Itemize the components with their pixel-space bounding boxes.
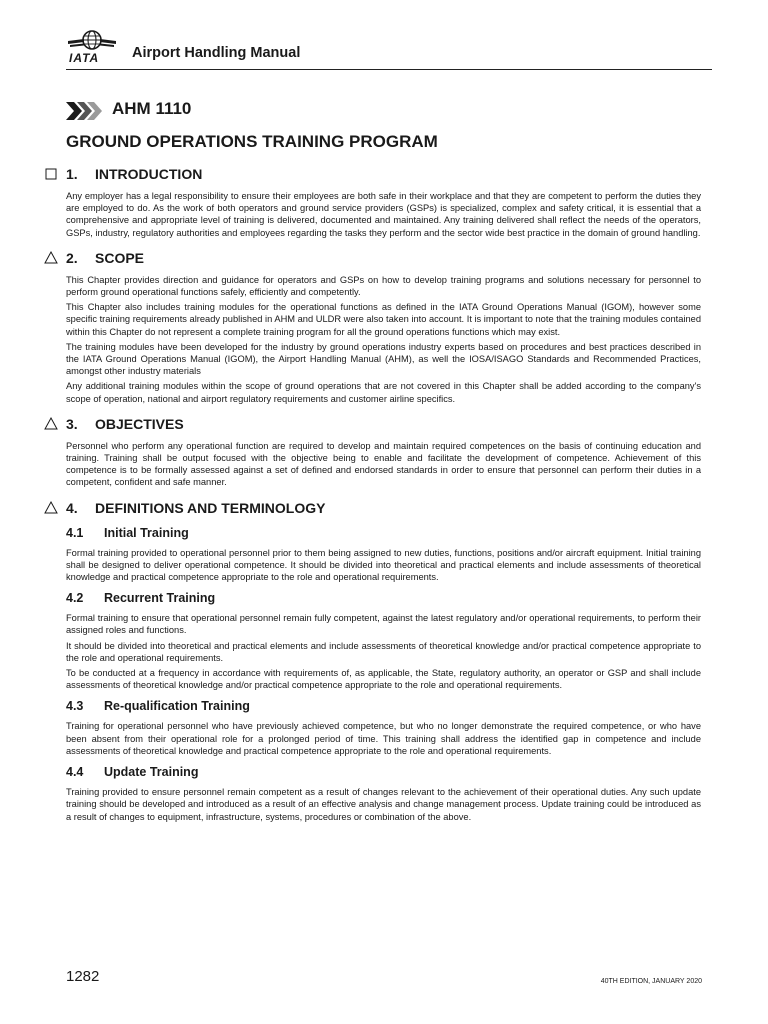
paragraph: Formal training to ensure that operational personnel remain fully competent, against the latest regulatory and/or operational requirements, to perform their assigned roles and functions. <box>66 613 701 636</box>
subsection-title: Update Training <box>104 765 199 780</box>
paragraph: Formal training provided to operational personnel prior to them being assigned to new duties, functions, positions and/or aircraft equipment. Initial training shall be designed to deliver operational competence. It should be divided into theoretical and practical elements and include assessments of theoretical knowledge and practical competence appropriate to the role and operational requirements. <box>66 547 701 583</box>
section-title: DEFINITIONS AND TERMINOLOGY <box>95 499 326 516</box>
section-number: 3. <box>66 415 78 432</box>
paragraph: Any employer has a legal responsibility to ensure their employees are both safe in their workplace and that they are competent to perform the duties they are employed to do. As the work of both operators and ground service providers (GSPs) is specialized, complex and safety critical, it is essential that a comprehensive and appropriate level of training is delivered, documented and maintained. Any training delivered shall reflect the needs of the operators, GSPs, industry, regulatory authorities and employees regarding the tasks they perform and the sector wide best practice in the domain of ground handling. <box>66 191 701 238</box>
page-number: 1282 <box>66 968 100 985</box>
paragraph: Training for operational personnel who have previously achieved competence, but who no longer demonstrate the required competence, or who have been absent from their operational role for a prolonged period of time. This training shall address the identified gap in competence and include assessments of theoretical knowledge and practical competence appropriate to the role and operational requirements. <box>66 721 701 756</box>
chapter-number: AHM 1110 <box>112 99 192 118</box>
section-title: INTRODUCTION <box>95 166 203 182</box>
edition-label: 40TH EDITION, JANUARY 2020 <box>600 978 702 985</box>
paragraph: This Chapter also includes training modules for the operational functions as defined in the IATA Ground Operations Manual (IGOM), however some specific training requirements already published in AHM and ULDR were also taken into account. It is important to note that the training modules contained within this Chapter do not represent a complete training program for all the ground operations functions which may exist. <box>66 302 701 337</box>
section-heading <box>66 498 701 518</box>
section-heading <box>66 164 701 184</box>
subsection-number: 4.1 <box>66 525 84 540</box>
paragraph: Any additional training modules within the scope of ground operations that are not covered in this Chapter shall be added according to the company's scope of operation, national and airport regulatory requirements and customer airline specifics. <box>66 381 701 404</box>
square-icon <box>44 164 60 184</box>
chapter-title: GROUND OPERATIONS TRAINING PROGRAM <box>66 132 438 151</box>
logo-text: IATA <box>69 51 100 65</box>
section-3 <box>66 414 701 498</box>
subsection-number: 4.3 <box>66 699 84 714</box>
iata-logo <box>66 28 118 66</box>
paragraph: Personnel who perform any operational function are required to develop and maintain required competences on the basis of continuing education and training. Training shall be output focused with the objective being to enable and facilitate the development of competence. Achievement of this competence is to be formally assessed against a set of defined and endorsed standards in order to ensure that personnel can perform their duties in a competent, confident and safe manner. <box>66 440 701 488</box>
section-number: 1. <box>66 166 78 182</box>
paragraph: The training modules have been developed for the industry by ground operations industry experts based on procedures and best practices described in the IATA Ground Operations Manual (IGOM), the Airport Handling Manual (AHM), as well the IOSA/ISAGO Standards and Recommended Practices, amongst other industry materials <box>66 341 701 377</box>
section-heading <box>66 414 701 434</box>
subsection-title: Recurrent Training <box>104 591 216 606</box>
subsection-title: Initial Training <box>104 525 189 540</box>
subsection-heading <box>66 525 701 541</box>
subsection-heading <box>66 698 701 714</box>
section-heading <box>66 248 701 268</box>
section-2 <box>66 248 701 414</box>
triangle-icon <box>44 498 60 518</box>
paragraph: It should be divided into theoretical and practical elements and include assessments of theoretical knowledge and/or practical competence appropriate to the role and operational requirements. <box>66 640 701 663</box>
subsection-number: 4.2 <box>66 591 84 606</box>
section-number: 4. <box>66 499 78 516</box>
paragraph: To be conducted at a frequency in accordance with requirements of, as applicable, the State, regulatory authority, an operator or GSP and shall include assessments of theoretical knowledge and/or practical competence appropriate to the role and operational requirements. <box>66 668 701 691</box>
triangle-icon <box>44 248 60 268</box>
paragraph: This Chapter provides direction and guidance for operators and GSPs on how to develop training programs and solutions necessary for personnel to perform ground operational functions safely, efficiently and competently. <box>66 274 701 298</box>
subsection-number: 4.4 <box>66 765 84 780</box>
subsection-title: Re-qualification Training <box>104 699 250 714</box>
subsection-heading <box>66 590 701 606</box>
section-4 <box>66 498 701 823</box>
page-header <box>66 28 712 70</box>
section-number: 2. <box>66 249 78 266</box>
section-1 <box>66 164 701 248</box>
document-body <box>66 164 701 826</box>
section-title: SCOPE <box>95 249 145 266</box>
paragraph: Training provided to ensure personnel remain competent as a result of changes relevant to the achievement of their operational duties. Any such update training should be developed and introduced as a result of an effective analysis and change management process. Update training could be introduced as a result of changes to equipment, infrastructure, systems, procedures or combination of the above. <box>66 787 701 822</box>
chevron-arrows-icon <box>66 102 106 120</box>
triangle-icon <box>44 414 60 434</box>
subsection-heading <box>66 764 701 780</box>
section-title: OBJECTIVES <box>95 415 184 432</box>
manual-title: Airport Handling Manual <box>132 45 301 61</box>
